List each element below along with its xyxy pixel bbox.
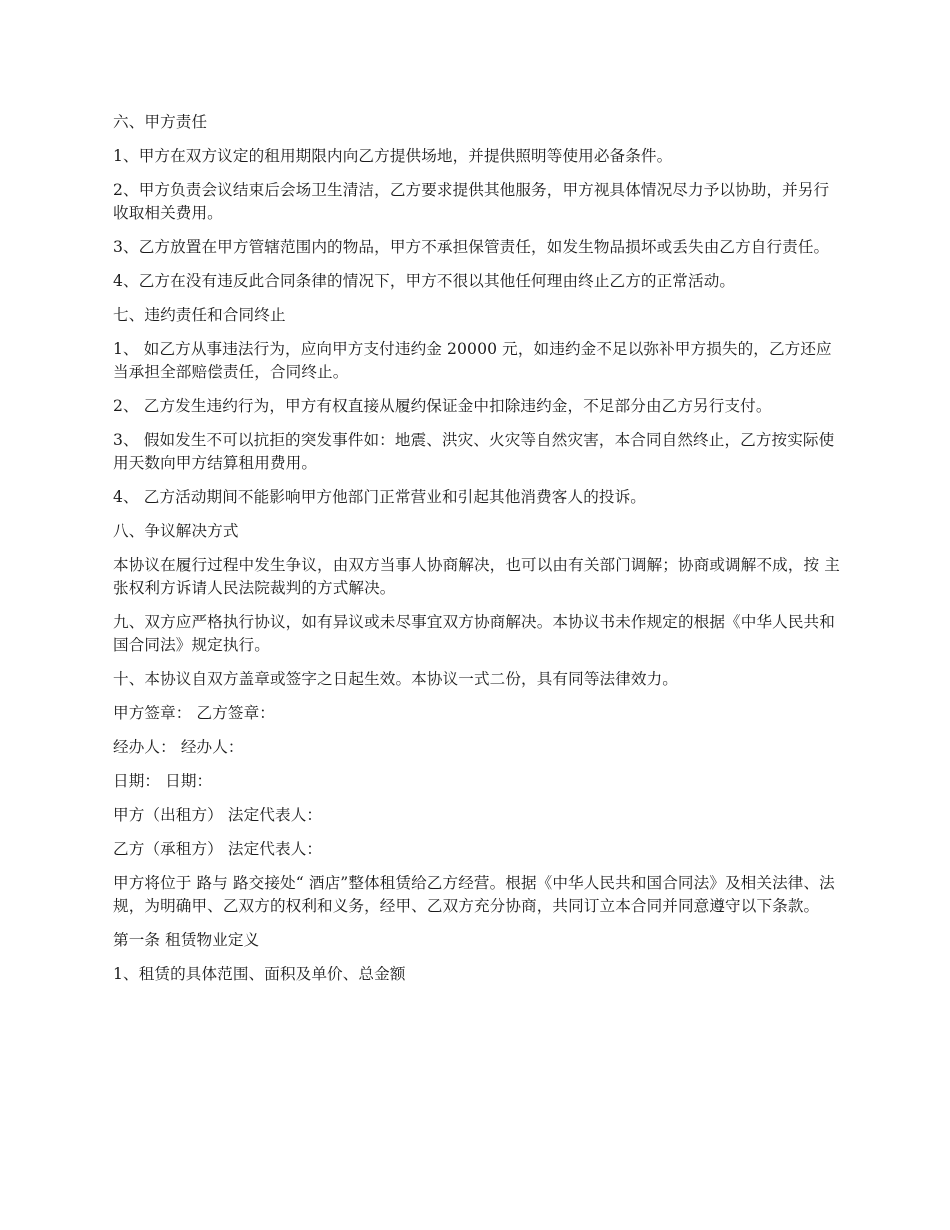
clause-text: 4、乙方在没有违反此合同条律的情况下，甲方不很以其他任何理由终止乙方的正常活动。 [113, 272, 736, 290]
clause-text: 十、本协议自双方盖章或签字之日起生效。本协议一式二份，具有同等法律效力。 [113, 670, 678, 688]
lessee-representative-line: 乙方（承租方） 法定代表人： [113, 840, 323, 858]
clause-text: 1、甲方在双方议定的租用期限内向乙方提供场地，并提供照明等使用必备条件。 [113, 147, 673, 165]
clause-text: 1、租赁的具体范围、面积及单价、总金额 [113, 965, 406, 983]
document-body [113, 111, 843, 997]
date-line: 日期： 日期： [113, 772, 213, 790]
agent-line: 经办人： 经办人： [113, 738, 244, 756]
clause-text: 4、 乙方活动期间不能影响甲方他部门正常营业和引起其他消费客人的投诉。 [113, 488, 646, 506]
clause-text: 3、 假如发生不可以抗拒的突发事件如：地震、洪灾、火灾等自然灾害，本合同自然终止，乙方按实际使用天数向甲方结算租用费用。 [113, 431, 835, 472]
lessor-representative-line: 甲方（出租方） 法定代表人： [113, 806, 323, 824]
article-heading: 第一条 租赁物业定义 [113, 931, 260, 949]
clause-text: 本协议在履行过程中发生争议，由双方当事人协商解决，也可以由有关部门调解；协商或调解不成，按 主张权利方诉请人民法院裁判的方式解决。 [113, 556, 840, 597]
clause-text: 3、乙方放置在甲方管辖范围内的物品，甲方不承担保管责任，如发生物品损坏或丢失由乙方自行责任。 [113, 238, 830, 256]
clause-text: 2、 乙方发生违约行为，甲方有权直接从履约保证金中扣除违约金，不足部分由乙方另行支付。 [113, 397, 772, 415]
clause-text: 1、 如乙方从事违法行为，应向甲方支付违约金 20000 元，如违约金不足以弥补甲方损失的，乙方还应当承担全部赔偿责任，合同终止。 [113, 340, 832, 381]
signature-line: 甲方签章： 乙方签章： [113, 704, 275, 722]
clause-text: 九、双方应严格执行协议，如有异议或未尽事宜双方协商解决。本协议书未作规定的根据《中华人民共和国合同法》规定执行。 [113, 613, 835, 654]
section-heading-dispute: 八、争议解决方式 [113, 522, 239, 540]
section-heading-party-a-duties: 六、甲方责任 [113, 113, 208, 131]
section-heading-breach: 七、违约责任和合同终止 [113, 306, 286, 324]
preamble-text: 甲方将位于 路与 路交接处“ 酒店”整体租赁给乙方经营。根据《中华人民共和国合同法》及相关法律、法规，为明确甲、乙双方的权利和义务，经甲、乙双方充分协商，共同订立本合同并同意遵守以下条款。 [113, 874, 835, 915]
clause-text: 2、甲方负责会议结束后会场卫生清洁，乙方要求提供其他服务，甲方视具体情况尽力予以协助，并另行收取相关费用。 [113, 181, 830, 222]
